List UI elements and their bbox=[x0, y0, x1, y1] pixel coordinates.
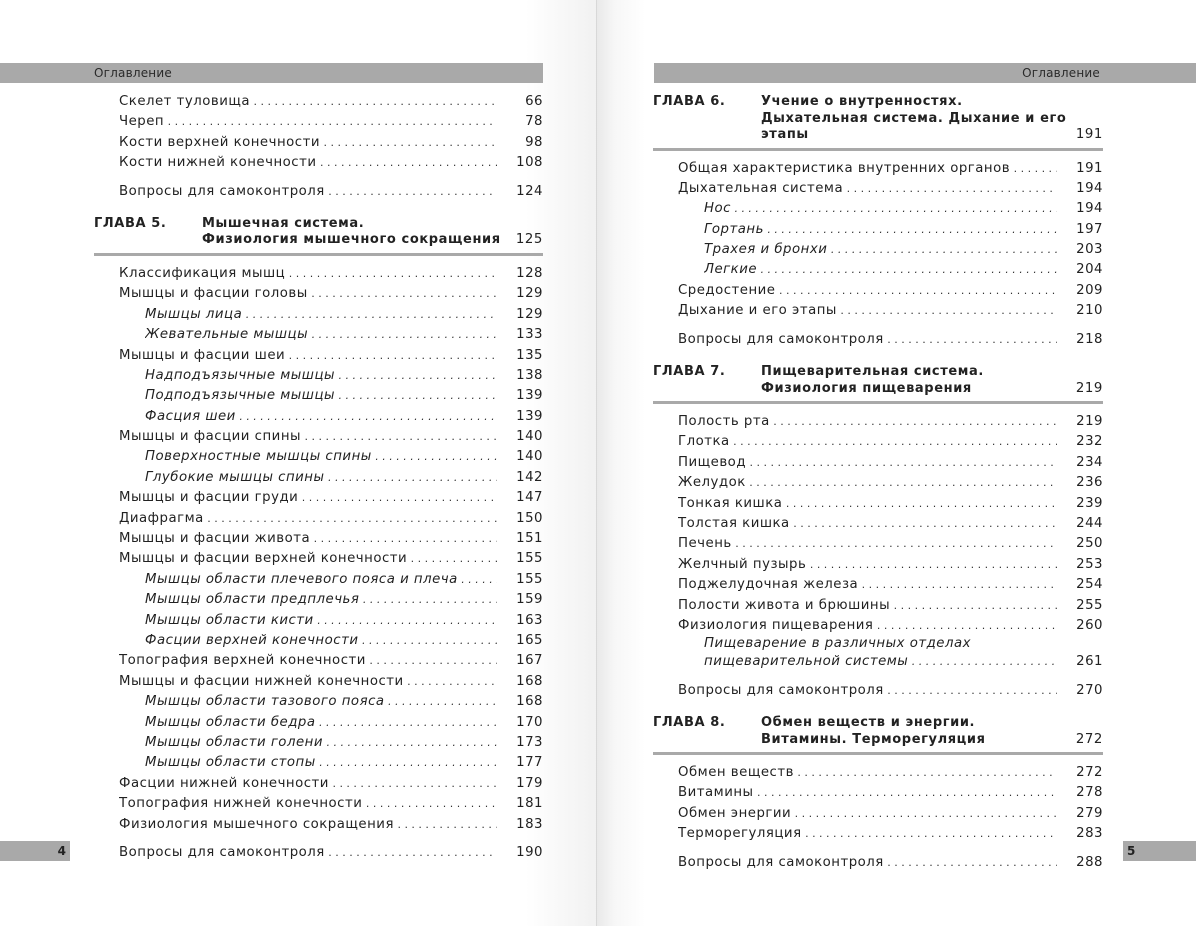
chapter-title-line1: Мышечная система. bbox=[202, 215, 365, 231]
toc-entry[interactable]: Фасции нижней конечности . . . 179 bbox=[94, 774, 543, 794]
chapter-5-heading[interactable] bbox=[94, 216, 543, 256]
toc-subentry-multiline[interactable] bbox=[653, 636, 1103, 652]
chapter-8-heading[interactable] bbox=[653, 715, 1103, 755]
toc-entry[interactable]: Печень . . . 250 bbox=[653, 534, 1103, 554]
toc-entry[interactable]: Глотка . . . 232 bbox=[653, 432, 1103, 452]
toc-entry[interactable]: Общая характеристика внутренних органов . . . 191 bbox=[653, 159, 1103, 179]
toc-subentry[interactable]: Трахея и бронхи . . . 203 bbox=[653, 240, 1103, 260]
toc-right bbox=[653, 92, 1103, 873]
toc-entry[interactable]: Поджелудочная железа . . . 254 bbox=[653, 575, 1103, 595]
toc-entry[interactable]: Мышцы и фасции живота . . . 151 bbox=[94, 529, 543, 549]
chapter-title-line1: Обмен веществ и энергии. bbox=[761, 715, 976, 731]
toc-subentry[interactable]: Фасции верхней конечности . . . 165 bbox=[94, 631, 543, 651]
running-header-right: Оглавление bbox=[654, 63, 1196, 83]
toc-entry[interactable]: Физиология пищеварения . . . 260 bbox=[653, 616, 1103, 636]
toc-entry[interactable]: Пищевод . . . 234 bbox=[653, 453, 1103, 473]
left-page bbox=[0, 0, 597, 926]
page-number-right: 5 bbox=[1123, 841, 1196, 861]
toc-entry[interactable]: Дыхание и его этапы . . . 210 bbox=[653, 301, 1103, 321]
toc-entry[interactable]: Череп . . . 78 bbox=[94, 112, 543, 132]
chapter-page: 219 bbox=[1075, 380, 1103, 396]
chapter-title-line2: Физиология мышечного сокращения bbox=[202, 232, 501, 248]
toc-subentry[interactable]: Глубокие мышцы спины . . . 142 bbox=[94, 468, 543, 488]
toc-entry[interactable]: Мышцы и фасции головы . . . 129 bbox=[94, 284, 543, 304]
toc-entry[interactable]: Топография нижней конечности . . . 181 bbox=[94, 794, 543, 814]
toc-entry-review-questions[interactable]: Вопросы для самоконтроля . . . 288 bbox=[653, 853, 1103, 873]
toc-left bbox=[94, 92, 543, 863]
toc-subentry[interactable]: Жевательные мышцы . . . 133 bbox=[94, 325, 543, 345]
toc-entry[interactable]: Мышцы и фасции верхней конечности . . . 155 bbox=[94, 549, 543, 569]
page-number-left: 4 bbox=[0, 841, 70, 861]
toc-subentry[interactable]: Мышцы области бедра . . . 170 bbox=[94, 713, 543, 733]
toc-entry[interactable]: Толстая кишка . . . 244 bbox=[653, 514, 1103, 534]
toc-entry-review-questions[interactable]: Вопросы для самоконтроля . . . 124 bbox=[94, 182, 543, 202]
toc-entry[interactable]: Полости живота и брюшины . . . 255 bbox=[653, 596, 1103, 616]
toc-entry-review-questions[interactable]: Вопросы для самоконтроля . . . 218 bbox=[653, 330, 1103, 350]
toc-entry[interactable]: Мышцы и фасции спины . . . 140 bbox=[94, 427, 543, 447]
toc-entry[interactable]: Мышцы и фасции нижней конечности . . . 168 bbox=[94, 672, 543, 692]
chapter-title-line2: Дыхательная система. Дыхание и его этапы bbox=[761, 110, 1067, 142]
chapter-title-line2: Физиология пищеварения bbox=[761, 380, 972, 396]
subentry-title-line1: Пищеварение в различных отделах bbox=[704, 636, 971, 652]
toc-entry[interactable]: Мышцы и фасции шеи . . . 135 bbox=[94, 346, 543, 366]
toc-entry[interactable]: Дыхательная система . . . 194 bbox=[653, 179, 1103, 199]
toc-entry[interactable]: Диафрагма . . . 150 bbox=[94, 509, 543, 529]
toc-entry[interactable]: Скелет туловища . . . 66 bbox=[94, 92, 543, 112]
toc-subentry[interactable]: Подподъязычные мышцы . . . 139 bbox=[94, 386, 543, 406]
chapter-label: ГЛАВА 8. bbox=[653, 715, 726, 731]
toc-subentry[interactable]: Нос . . . 194 bbox=[653, 199, 1103, 219]
toc-entry[interactable]: Кости верхней конечности . . . 98 bbox=[94, 133, 543, 153]
chapter-label: ГЛАВА 7. bbox=[653, 364, 726, 380]
toc-entry[interactable]: Обмен энергии . . . 279 bbox=[653, 804, 1103, 824]
toc-entry[interactable]: Тонкая кишка . . . 239 bbox=[653, 494, 1103, 514]
toc-subentry[interactable]: Гортань . . . 197 bbox=[653, 220, 1103, 240]
toc-subentry[interactable]: Легкие . . . 204 bbox=[653, 260, 1103, 280]
running-header-left: Оглавление bbox=[0, 63, 543, 83]
toc-subentry[interactable]: Мышцы области тазового пояса . . . 168 bbox=[94, 692, 543, 712]
toc-entry-review-questions[interactable]: Вопросы для самоконтроля . . . 190 bbox=[94, 843, 543, 863]
chapter-title-line1: Пищеварительная система. bbox=[761, 364, 984, 380]
chapter-7-heading[interactable] bbox=[653, 364, 1103, 404]
chapter-title-line2: Витамины. Терморегуляция bbox=[761, 731, 986, 747]
chapter-6-heading[interactable] bbox=[653, 94, 1103, 151]
toc-entry-review-questions[interactable]: Вопросы для самоконтроля . . . 270 bbox=[653, 681, 1103, 701]
toc-subentry[interactable]: Поверхностные мышцы спины . . . 140 bbox=[94, 447, 543, 467]
chapter-page: 125 bbox=[515, 232, 543, 248]
toc-subentry[interactable]: Надподъязычные мышцы . . . 138 bbox=[94, 366, 543, 386]
chapter-label: ГЛАВА 5. bbox=[94, 215, 167, 231]
toc-subentry[interactable]: Мышцы области стопы . . . 177 bbox=[94, 753, 543, 773]
toc-subentry[interactable]: Мышцы области плечевого пояса и плеча . . . 155 bbox=[94, 570, 543, 590]
chapter-title-line1: Учение о внутренностях. bbox=[761, 94, 963, 109]
toc-subentry[interactable]: Фасция шеи . . . 139 bbox=[94, 407, 543, 427]
toc-entry[interactable]: Обмен веществ . . . 272 bbox=[653, 763, 1103, 783]
toc-subentry[interactable]: пищеварительной системы . . . 261 bbox=[653, 652, 1103, 672]
chapter-page: 191 bbox=[1075, 127, 1103, 142]
toc-entry[interactable]: Кости нижней конечности . . . 108 bbox=[94, 153, 543, 173]
toc-entry[interactable]: Топография верхней конечности . . . 167 bbox=[94, 651, 543, 671]
toc-entry[interactable]: Витамины . . . 278 bbox=[653, 783, 1103, 803]
toc-subentry[interactable]: Мышцы лица . . . 129 bbox=[94, 305, 543, 325]
toc-entry[interactable]: Полость рта . . . 219 bbox=[653, 412, 1103, 432]
right-page bbox=[597, 0, 1196, 926]
chapter-label: ГЛАВА 6. bbox=[653, 94, 726, 109]
toc-entry[interactable]: Желудок . . . 236 bbox=[653, 473, 1103, 493]
toc-subentry[interactable]: Мышцы области предплечья . . . 159 bbox=[94, 590, 543, 610]
toc-entry[interactable]: Средостение . . . 209 bbox=[653, 281, 1103, 301]
toc-entry[interactable]: Мышцы и фасции груди . . . 147 bbox=[94, 488, 543, 508]
toc-entry[interactable]: Физиология мышечного сокращения . . . 183 bbox=[94, 815, 543, 835]
chapter-page: 272 bbox=[1075, 731, 1103, 747]
toc-subentry[interactable]: Мышцы области голени . . . 173 bbox=[94, 733, 543, 753]
toc-entry[interactable]: Классификация мышц . . . 128 bbox=[94, 264, 543, 284]
toc-subentry[interactable]: Мышцы области кисти . . . 163 bbox=[94, 611, 543, 631]
toc-entry[interactable]: Желчный пузырь . . . 253 bbox=[653, 555, 1103, 575]
toc-entry[interactable]: Терморегуляция . . . 283 bbox=[653, 824, 1103, 844]
